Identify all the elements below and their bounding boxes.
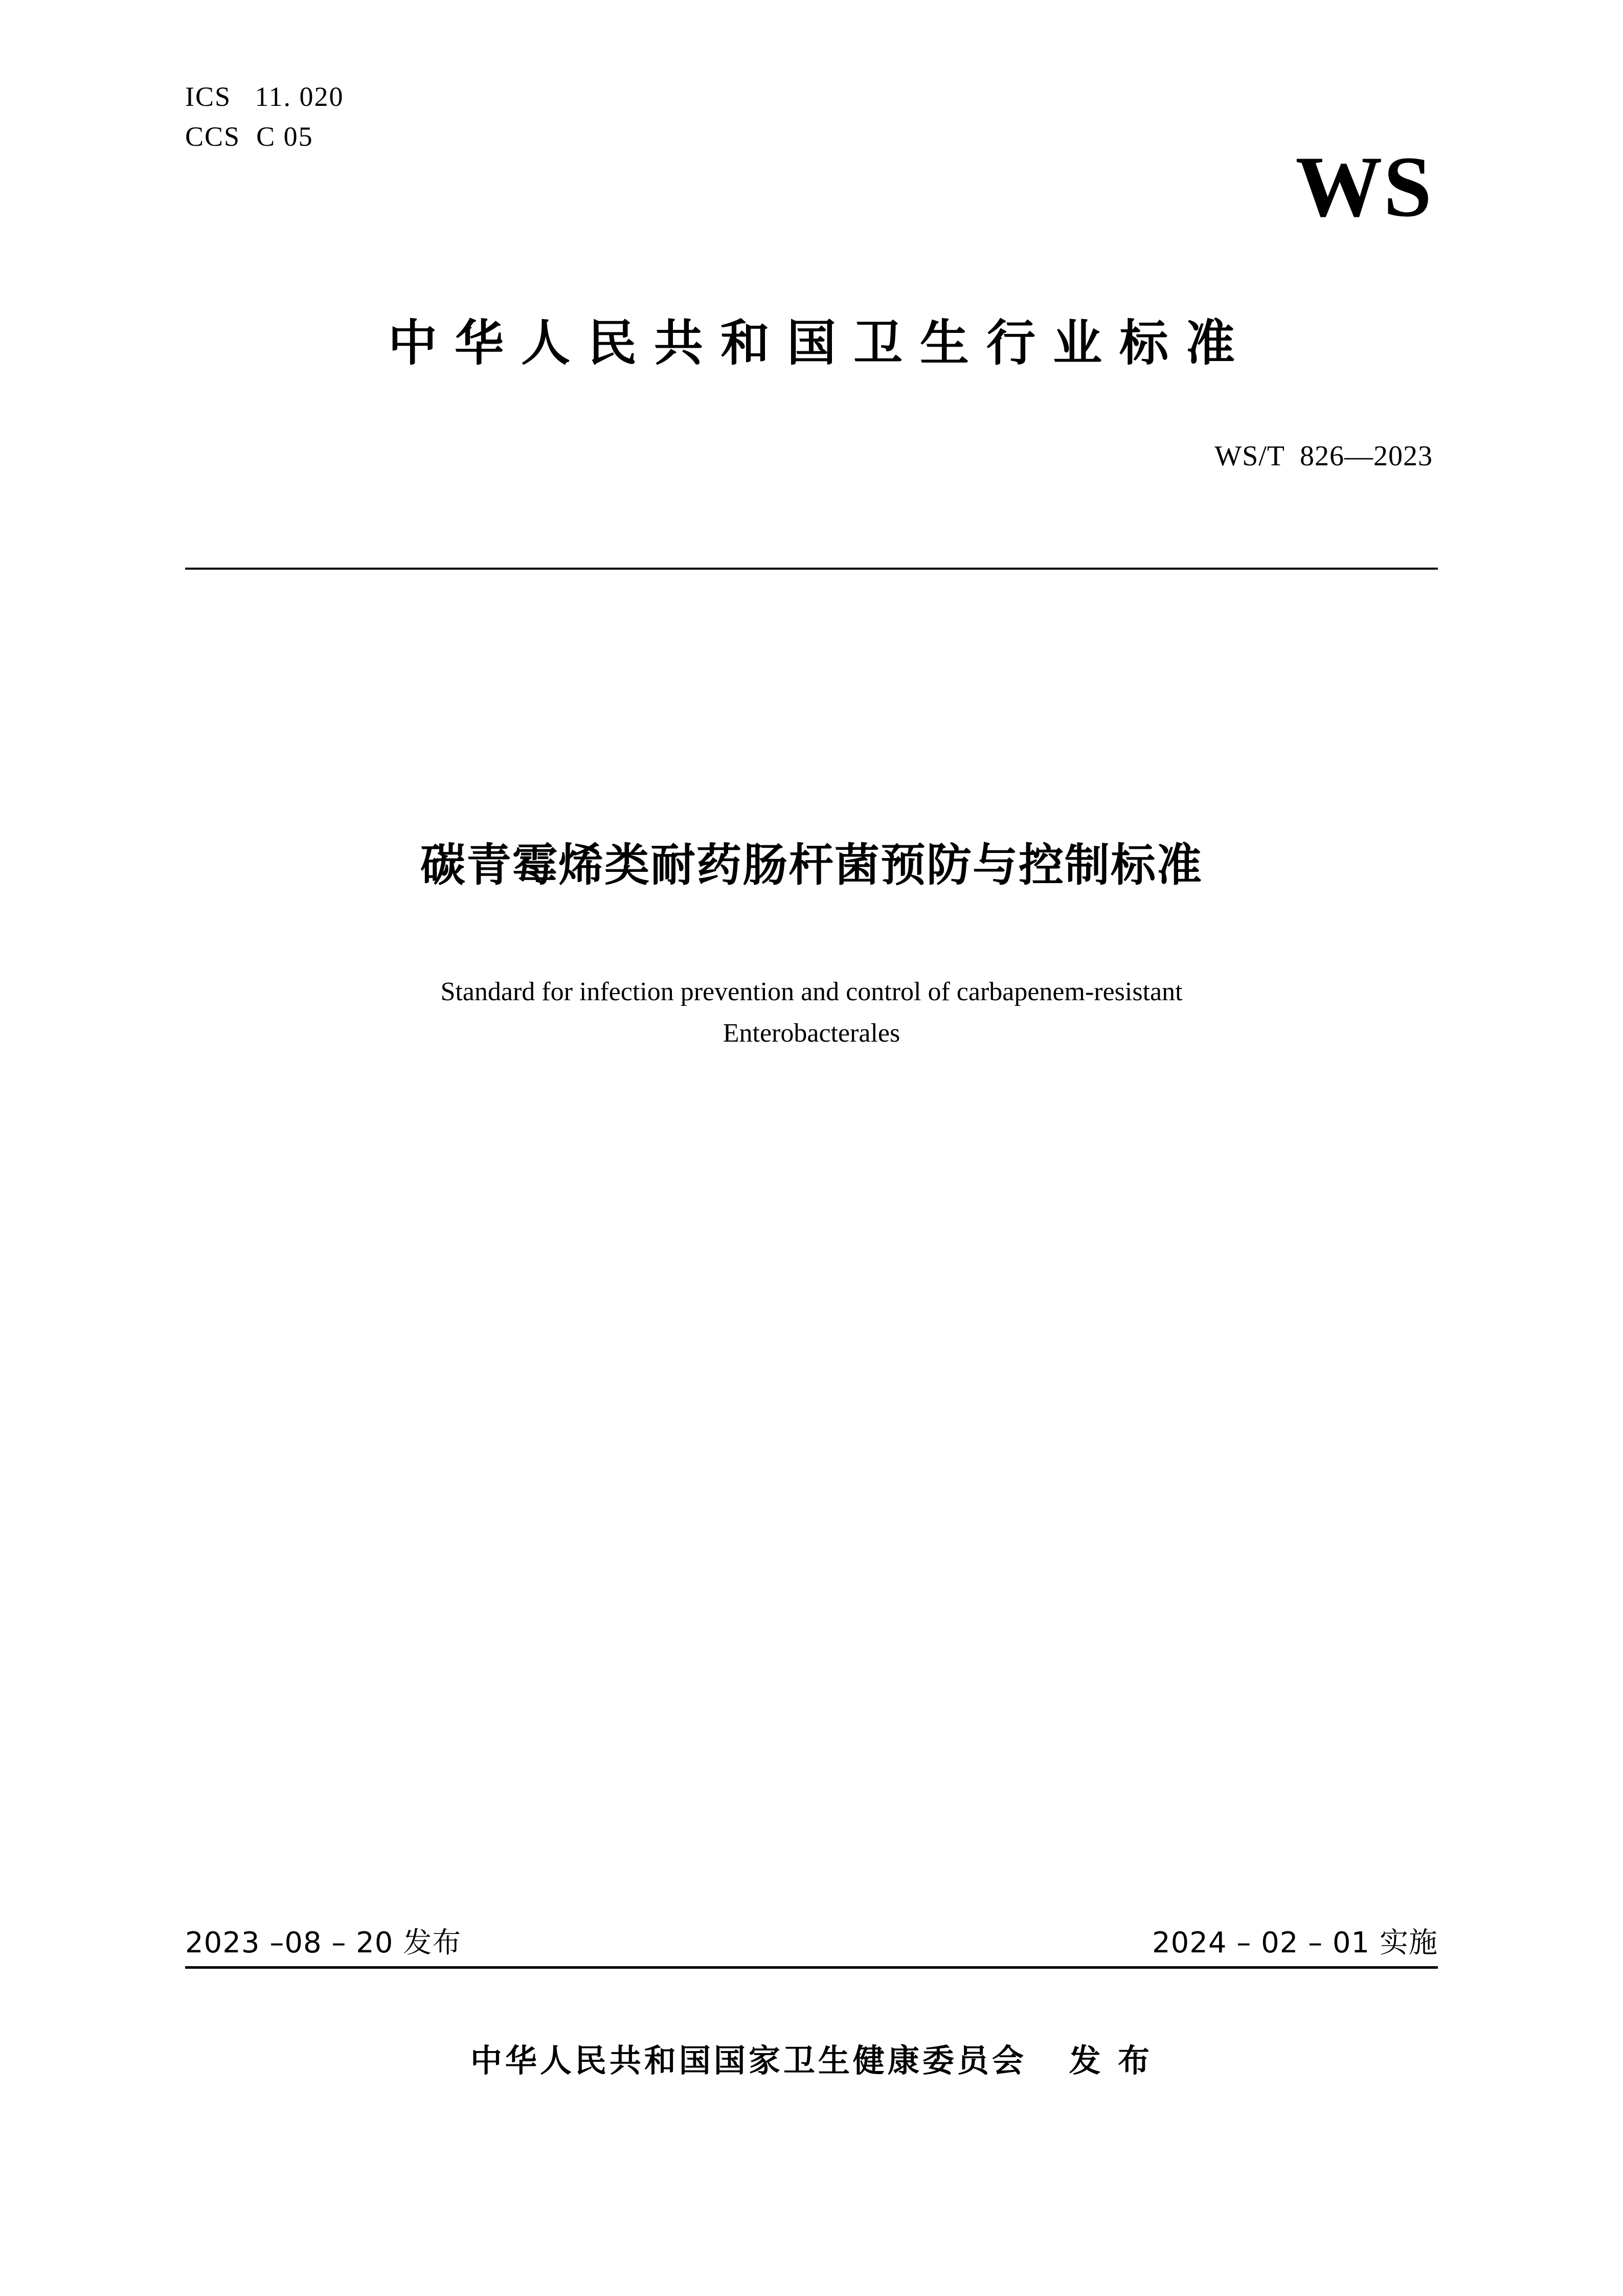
ccs-code: CCS C 05 (185, 121, 313, 152)
header-divider (185, 568, 1438, 570)
publisher-line: 中华人民共和国国家卫生健康委员会 发 布 (470, 2042, 1153, 2079)
issue-date: 2023 –08 – 20 发布 (185, 1926, 462, 1960)
document-title-english (266, 972, 1357, 1054)
footer-divider (185, 1966, 1438, 1969)
issuer-standard-title: 中华人民共和国卫生行业标准 (388, 314, 1252, 372)
ws-logo: WS (1295, 139, 1433, 235)
effective-date: 2024 – 02 – 01 实施 (1152, 1926, 1438, 1960)
classification-meta (185, 77, 344, 157)
date-row (185, 1920, 1438, 1961)
standard-number: WS/T 826—2023 (1214, 440, 1433, 472)
document-title-english-line2: Enterobacterales (723, 1018, 900, 1048)
document-title-chinese: 碳青霉烯类耐药肠杆菌预防与控制标准 (420, 839, 1203, 891)
ics-code: ICS 11. 020 (185, 81, 344, 112)
document-title-english-line1: Standard for infection prevention and control of carbapenem-resistant (440, 977, 1183, 1006)
